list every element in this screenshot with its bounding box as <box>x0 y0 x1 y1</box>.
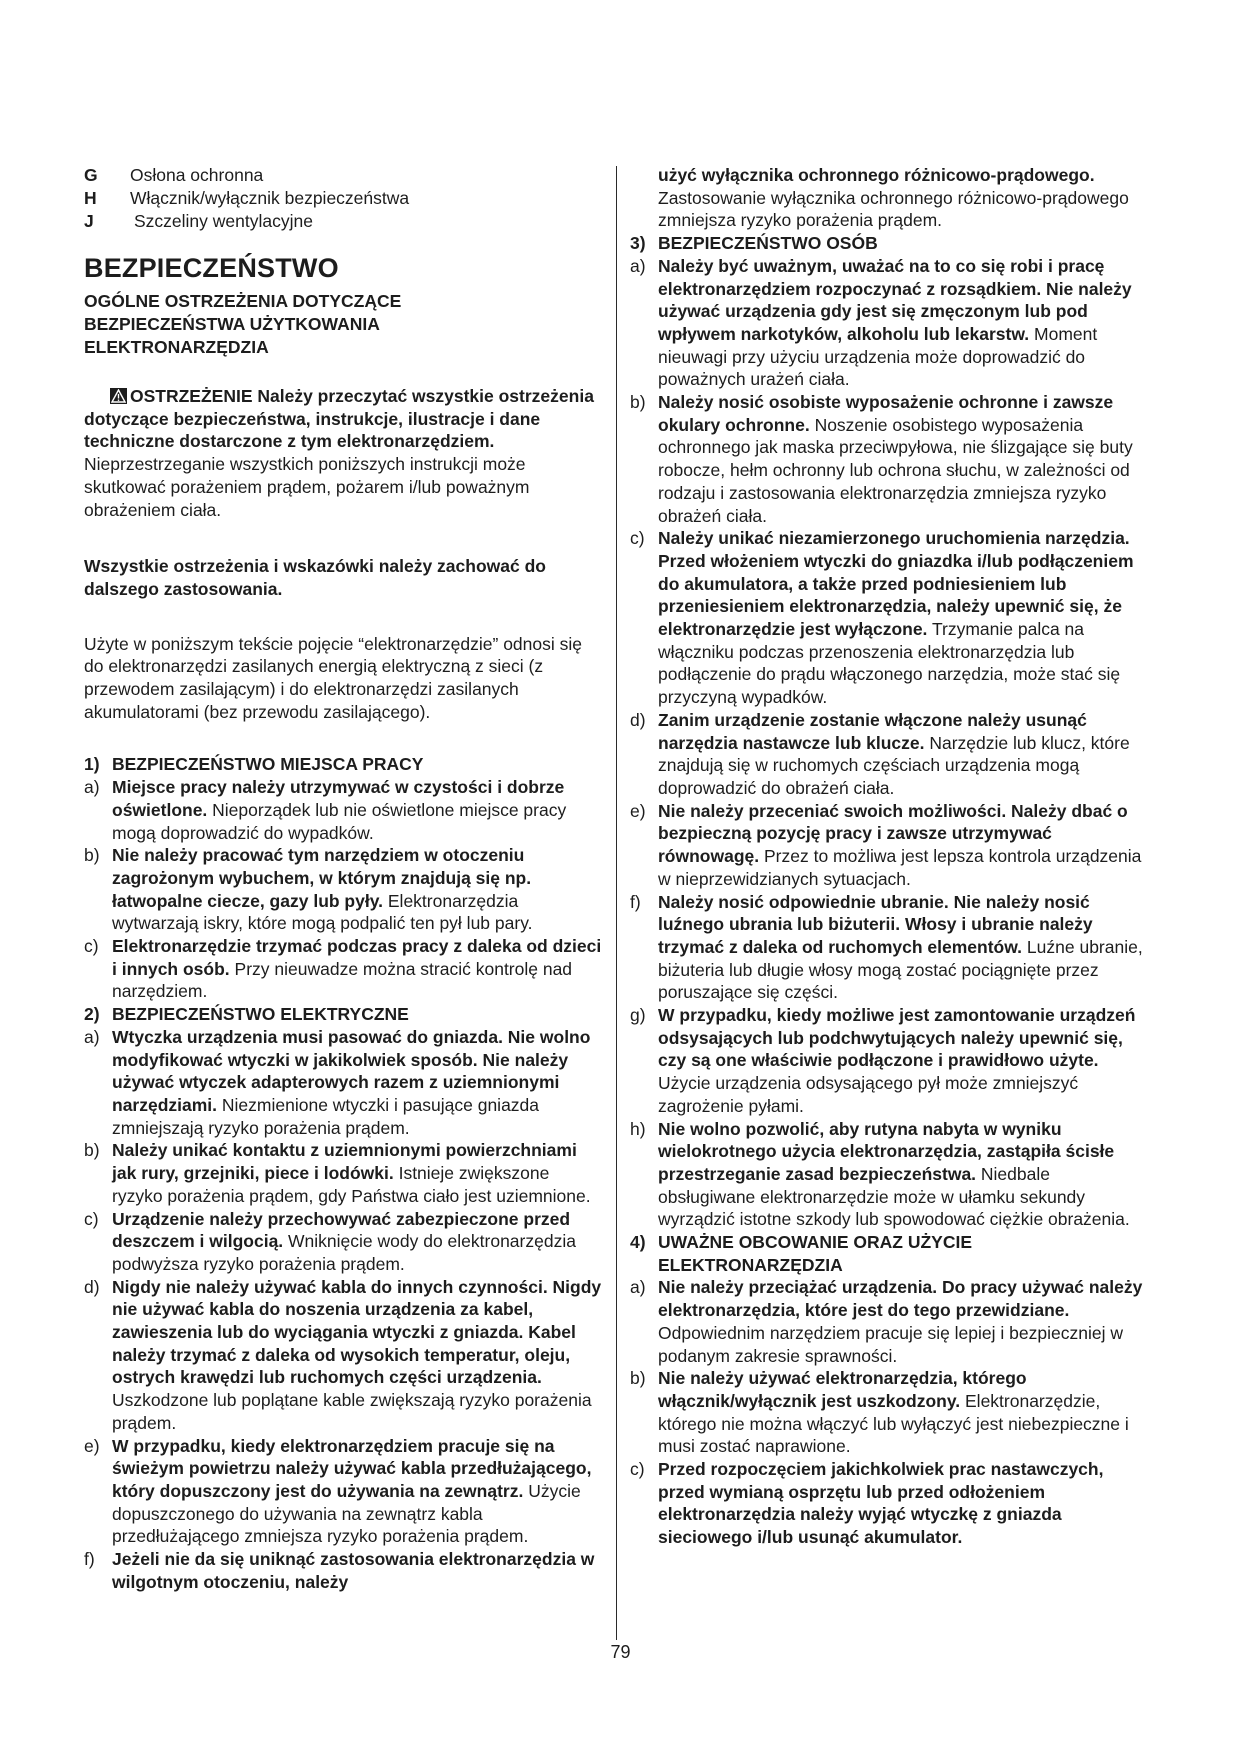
list-item <box>630 1458 1150 1549</box>
item-text: Niezmienione wtyczki i pasujące gniazda zmniejszają ryzyko porażenia prądem. <box>112 1094 540 1138</box>
item-text: Elektronarzędzie, którego nie można włączyć lub wyłączyć jest niebezpieczne i musi zostać naprawione. <box>658 1390 1129 1457</box>
legend-label: Osłona ochronna <box>130 165 264 185</box>
item-label: b) <box>84 1140 100 1161</box>
column-divider <box>616 166 617 1640</box>
item-label: h) <box>630 1118 646 1139</box>
item-text: Elektronarzędzia wytwarzają iskry, które mogą podpalić ten pył lub pary. <box>112 890 533 934</box>
list-item <box>84 1026 604 1140</box>
section-number: 4) <box>630 1232 646 1253</box>
list-item <box>84 776 604 844</box>
item-bold-text: Nie należy przeceniać swoich możliwości. Należy dbać o bezpieczną pozycję pracy i zawsze utrzymywać równowagę. <box>658 800 1128 867</box>
item-text: Istnieje zwiększone ryzyko porażenia prądem, gdy Państwa ciało jest uziemnione. <box>112 1163 591 1206</box>
item-text: Narzędzie lub klucz, które znajdują się w ruchomych częściach urządzenia mogą doprowadzić do obrażeń ciała. <box>658 732 1130 798</box>
item-bold-text: Miejsce pracy należy utrzymywać w czystości i dobrze oświetlone. <box>112 777 565 820</box>
item-label: f) <box>84 1549 95 1570</box>
item-label: c) <box>630 1459 645 1480</box>
list-item <box>84 1139 604 1207</box>
list-item <box>630 1004 1150 1118</box>
list-item <box>630 891 1150 1005</box>
item-label: f) <box>630 891 641 912</box>
item-bold-text: Nie należy używać elektronarzędzia, którego włącznik/wyłącznik jest uszkodzony. <box>658 1368 1027 1411</box>
item-label: a) <box>630 255 646 276</box>
item-bold-text: Należy być uważnym, uważać na to co się robi i pracę elektronarzędziem rozpoczynać z rozsądkiem. Nie należy używać urządzenia gdy jest się zmęczonym lub pod wpływem narkotyków, alkoholu lub lekarstw. <box>658 255 1132 344</box>
item-label: a) <box>84 777 100 798</box>
item-text: Luźne ubranie, biżuteria lub długie włosy mogą zostać pociągnięte przez poruszające się części. <box>658 936 1143 1003</box>
list-item <box>84 1276 604 1435</box>
item-label: c) <box>84 1208 99 1229</box>
list-item <box>84 935 604 1003</box>
item-bold-text: Należy nosić osobiste wyposażenie ochronne i zawsze okulary ochronne. <box>658 392 1114 435</box>
item-text: Użycie dopuszczonego do używania na zewnątrz kabla przedłużającego zmniejsza ryzyko porażenia prądem. <box>112 1480 581 1547</box>
list-item <box>84 1208 604 1276</box>
item-label: e) <box>630 800 646 821</box>
item-bold-text: Zanim urządzenie zostanie włączone należy usunąć narzędzia nastawcze lub klucze. <box>658 709 1087 753</box>
warning-triangle-icon <box>110 388 127 404</box>
item-text: Odpowiednim narzędziem pracuje się lepiej i bezpieczniej w podanym zakresie sprawności. <box>658 1322 1123 1366</box>
list-item-continuation <box>630 164 1150 232</box>
section-heading <box>84 753 604 776</box>
item-label: b) <box>84 845 100 866</box>
section-heading-text: BEZPIECZEŃSTWO OSÓB <box>658 233 878 254</box>
item-label: c) <box>630 528 645 549</box>
section-title: BEZPIECZEŃSTWO <box>84 253 339 283</box>
section-number: 1) <box>84 754 100 775</box>
definition-paragraph: Użyte w poniższym tekście pojęcie “elektronarzędzie” odnosi się do elektronarzędzi zasilanych energią elektryczną z sieci (z przewodem zasilającym) i do elektronarzędzi zasilanych akumulatorami (bez przewodu zasilającego). <box>84 633 582 722</box>
section-subtitle: OGÓLNE OSTRZEŻENIA DOTYCZĄCE BEZPIECZEŃSTWA UŻYTKOWANIA ELEKTRONARZĘDZIA <box>84 291 402 357</box>
list-item <box>630 1118 1150 1232</box>
section-number: 3) <box>630 233 646 254</box>
parts-legend <box>84 164 604 233</box>
item-label: b) <box>630 392 646 413</box>
item-label: g) <box>630 1005 646 1026</box>
page-number: 79 <box>610 1642 631 1662</box>
left-column <box>84 164 604 1593</box>
item-text: Użycie urządzenia odsysającego pył może zmniejszyć zagrożenie pyłami. <box>658 1073 1079 1116</box>
item-bold-text: użyć wyłącznika ochronnego różnicowo-prądowego. <box>658 165 1095 185</box>
item-text: Nieporządek lub nie oświetlone miejsce pracy mogą doprowadzić do wypadków. <box>112 799 567 843</box>
item-bold-text: Należy nosić odpowiednie ubranie. Nie należy nosić luźnego ubrania lub biżuterii. Włosy i ubranie należy trzymać z daleka od ruchomych elementów. <box>658 891 1093 957</box>
item-bold-text: Nigdy nie należy używać kabla do innych czynności. Nigdy nie używać kabla do noszenia urządzenia za kabel, zawieszenia lub do wyciągania wtyczki z gniazda. Kabel należy trzymać z daleka od wysokich temperatur, oleju, ostrych krawędzi lub ruchomych części urządzenia. <box>112 1276 602 1388</box>
item-bold-text: W przypadku, kiedy możliwe jest zamontowanie urządzeń odsysających lub podchwytujących należy upewnić się, czy są one właściwie podłączone i prawidłowo użyte. <box>658 1005 1136 1071</box>
list-item <box>84 1548 604 1593</box>
item-text: Moment nieuwagi przy użyciu urządzenia może doprowadzić do poważnych urażeń ciała. <box>658 323 1098 390</box>
legend-key: J <box>84 211 94 231</box>
item-bold-text: Nie należy pracować tym narzędziem w otoczeniu zagrożonym wybuchem, w którym znajdują się np. łatwopalne ciecze, gazy lub pyły. <box>112 845 532 911</box>
item-bold-text: Nie należy przeciążać urządzenia. Do pracy używać należy elektronarzędzia, które jest do tego przewidziane. <box>658 1277 1143 1321</box>
item-text: Trzymanie palca na włączniku podczas przenoszenia elektronarzędzia lub podłączenie do prądu włączonego narzędzia, może stać się przyczyną wypadków. <box>658 619 1121 708</box>
item-bold-text: Wtyczka urządzenia musi pasować do gniazda. Nie wolno modyfikować wtyczki w jakikolwiek sposób. Nie należy używać wtyczek adapterowych razem z uziemnionymi narzędziami. <box>112 1026 591 1115</box>
list-item <box>630 391 1150 527</box>
keep-note: Wszystkie ostrzeżenia i wskazówki należy zachować do dalszego zastosowania. <box>84 556 546 599</box>
legend-row <box>84 187 604 210</box>
item-text: Uszkodzone lub poplątane kable zwiększają ryzyko porażenia prądem. <box>112 1390 592 1433</box>
legend-label: Szczeliny wentylacyjne <box>134 211 313 231</box>
item-bold-text: Przed rozpoczęciem jakichkolwiek prac nastawczych, przed wymianą osprzętu lub przed odłożeniem elektronarzędzia należy wyjąć wtyczkę z gniazda sieciowego i/lub usunąć akumulator. <box>658 1459 1104 1548</box>
item-text: Przy nieuwadze można stracić kontrolę nad narzędziem. <box>112 958 573 1002</box>
section-heading-text: BEZPIECZEŃSTWO MIEJSCA PRACY <box>112 754 424 775</box>
item-text: Wniknięcie wody do elektronarzędzia podwyższa ryzyko porażenia prądem. <box>112 1231 576 1274</box>
item-bold-text: Nie wolno pozwolić, aby rutyna nabyta w wyniku wielokrotnego użycia elektronarzędzia, zastąpiła ścisłe przestrzeganie zasad bezpieczeństwa. <box>658 1118 1115 1184</box>
item-text: Niedbale obsługiwane elektronarzędzie może w ułamku sekundy wyrządzić istotne szkody lub spowodować ciężkie obrażenia. <box>658 1163 1130 1230</box>
legend-key: H <box>84 188 97 208</box>
list-item <box>84 844 604 935</box>
section-heading <box>630 1231 1150 1276</box>
item-bold-text: W przypadku, kiedy elektronarzędziem pracuje się na świeżym powietrzu należy używać kabla przedłużającego, który dopuszczony jest do używania na zewnątrz. <box>112 1435 592 1501</box>
item-label: d) <box>84 1276 100 1297</box>
section-heading-text: BEZPIECZEŃSTWO ELEKTRYCZNE <box>112 1004 409 1025</box>
list-item <box>84 1435 604 1549</box>
item-bold-text: Urządzenie należy przechowywać zabezpieczone przed deszczem i wilgocią. <box>112 1208 571 1252</box>
list-item <box>630 709 1150 800</box>
warning-paragraph <box>84 385 604 521</box>
warning-text: Nieprzestrzeganie wszystkich poniższych instrukcji może skutkować porażeniem prądem, pożarem i/lub poważnym obrażeniem ciała. <box>84 454 530 520</box>
right-column <box>630 164 1150 1549</box>
item-text: Zastosowanie wyłącznika ochronnego różnicowo-prądowego zmniejsza ryzyko porażenia prądem. <box>658 187 1129 231</box>
legend-label: Włącznik/wyłącznik bezpieczeństwa <box>130 188 410 208</box>
item-label: a) <box>84 1026 100 1047</box>
section-number: 2) <box>84 1004 100 1025</box>
list-item <box>630 255 1150 391</box>
item-bold-text: Należy unikać kontaktu z uziemnionymi powierzchniami jak rury, grzejniki, piece i lodówki. <box>112 1140 577 1184</box>
legend-key: G <box>84 165 98 185</box>
list-item <box>630 800 1150 891</box>
item-label: a) <box>630 1277 646 1298</box>
item-label: d) <box>630 709 646 730</box>
item-text: Przez to możliwa jest lepsza kontrola urządzenia w nieprzewidzianych sytuacjach. <box>658 846 1142 889</box>
item-text: Noszenie osobistego wyposażenia ochronnego jak maska przeciwpyłowa, nie ślizgające się buty robocze, hełm ochronny lub ochrona słuchu, w zależności od rodzaju i zastosowania elektronarzędzia zmniejsza ryzyko obrażeń ciała. <box>658 414 1133 526</box>
item-bold-text: Jeżeli nie da się uniknąć zastosowania elektronarzędzia w wilgotnym otoczeniu, należy <box>112 1549 595 1592</box>
list-item <box>630 1367 1150 1458</box>
list-item <box>630 1276 1150 1367</box>
warning-bold-text: OSTRZEŻENIE Należy przeczytać wszystkie ostrzeżenia dotyczące bezpieczeństwa, instrukcje, ilustracje i dane techniczne dostarczone z tym elektronarzędziem. <box>84 386 594 452</box>
item-label: e) <box>84 1435 100 1456</box>
section-heading-text: UWAŻNE OBCOWANIE ORAZ UŻYCIE ELEKTRONARZĘDZIA <box>658 1232 973 1275</box>
item-label: c) <box>84 936 99 957</box>
section-heading <box>84 1003 604 1026</box>
item-bold-text: Należy unikać niezamierzonego uruchomienia narzędzia. Przed włożeniem wtyczki do gniazdka i/lub podłączeniem do akumulatora, a także przed podniesieniem lub przeniesieniem elektronarzędzia, należy upewnić się, że elektronarzędzie jest wyłączone. <box>658 528 1134 640</box>
section-heading <box>630 232 1150 255</box>
legend-row <box>84 210 604 233</box>
legend-row <box>84 164 604 187</box>
item-label: b) <box>630 1368 646 1389</box>
item-bold-text: Elektronarzędzie trzymać podczas pracy z daleka od dzieci i innych osób. <box>112 936 602 979</box>
list-item <box>630 527 1150 709</box>
